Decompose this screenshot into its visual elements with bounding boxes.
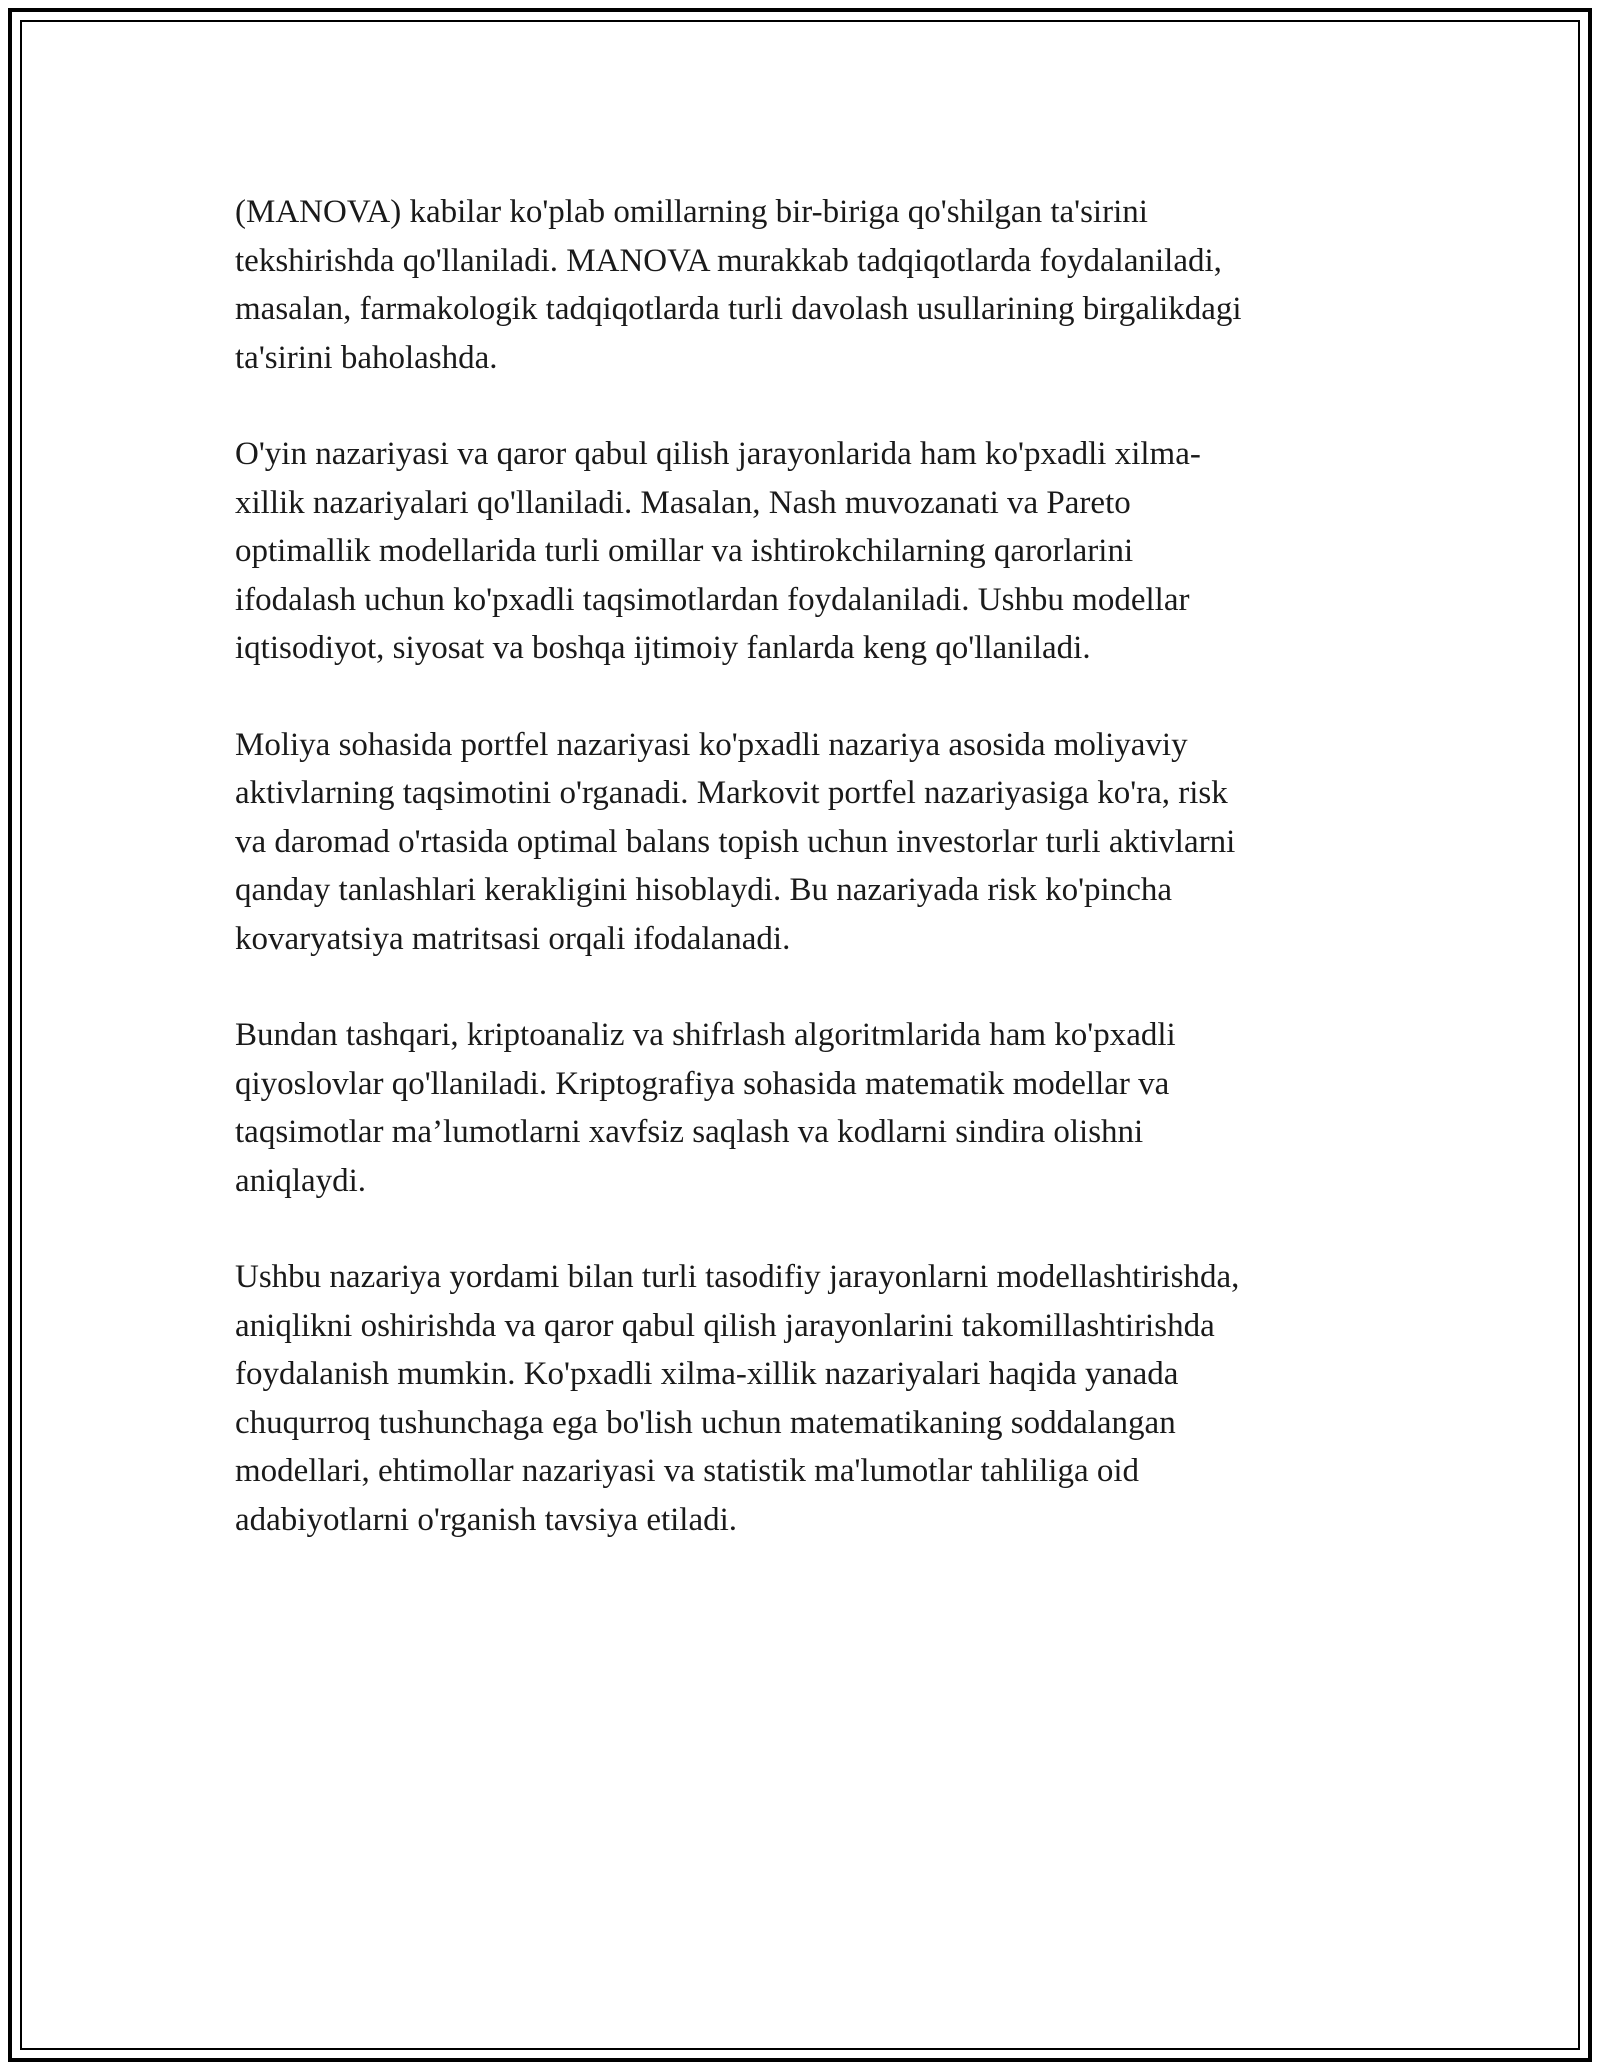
text-line: chuqurroq tushunchaga ega bo'lish uchun matematikaning soddalangan bbox=[235, 1404, 1176, 1441]
text-line: ifodalash uchun ko'pxadli taqsimotlardan foydalaniladi. Ushbu modellar bbox=[235, 581, 1190, 618]
text-line: masalan, farmakologik tadqiqotlarda turli davolash usullarining birgalikdagi bbox=[235, 291, 1242, 327]
text-line: va daromad o'rtasida optimal balans topish uchun investorlar turli aktivlarni bbox=[235, 823, 1236, 860]
text-line: optimallik modellarida turli omillar va ishtirokchilarning qarorlarini bbox=[235, 533, 1134, 569]
text-line: aktivlarning taqsimotini o'rganadi. Markovit portfel nazariyasiga ko'ra, risk bbox=[235, 775, 1228, 811]
text-line: modellari, ehtimollar nazariyasi va statistik ma'lumotlar tahliliga oid bbox=[235, 1453, 1140, 1489]
text-line: O'yin nazariyasi va qaror qabul qilish jarayonlarida ham ko'pxadli xilma- bbox=[235, 436, 1201, 472]
paragraph-5 bbox=[235, 1253, 1375, 1544]
text-line: qanday tanlashlari kerakligini hisoblaydi. Bu nazariyada risk ko'pincha bbox=[235, 872, 1173, 908]
text-line: tekshirishda qo'llaniladi. MANOVA murakkab tadqiqotlarda foydalaniladi, bbox=[235, 242, 1222, 279]
text-line: xillik nazariyalari qo'llaniladi. Masalan, Nash muvozanati va Pareto bbox=[235, 484, 1131, 521]
paragraph-3 bbox=[235, 721, 1375, 964]
text-line: taqsimotlar ma’lumotlarni xavfsiz saqlash va kodlarni sindira olishni bbox=[235, 1114, 1144, 1150]
paragraph-2 bbox=[235, 430, 1375, 673]
paragraph-4 bbox=[235, 1011, 1375, 1205]
paragraph-1 bbox=[235, 188, 1375, 382]
text-line: iqtisodiyot, siyosat va boshqa ijtimoiy fanlarda keng qo'llaniladi. bbox=[235, 630, 1091, 666]
text-line: kovaryatsiya matritsasi orqali ifodalanadi. bbox=[235, 920, 791, 957]
document-body bbox=[235, 188, 1375, 1592]
text-line: (MANOVA) kabilar ko'plab omillarning bir-biriga qo'shilgan ta'sirini bbox=[235, 194, 1148, 230]
text-line: ta'sirini baholashda. bbox=[235, 339, 498, 376]
text-line: foydalanish mumkin. Ko'pxadli xilma-xillik nazariyalari haqida yanada bbox=[235, 1356, 1179, 1392]
text-line: Bundan tashqari, kriptoanaliz va shifrlash algoritmlarida ham ko'pxadli bbox=[235, 1017, 1176, 1053]
text-line: aniqlikni oshirishda va qaror qabul qilish jarayonlarini takomillashtirishda bbox=[235, 1307, 1215, 1344]
text-line: aniqlaydi. bbox=[235, 1162, 367, 1199]
text-line: Ushbu nazariya yordami bilan turli tasodifiy jarayonlarni modellashtirishda, bbox=[235, 1259, 1240, 1295]
text-line: adabiyotlarni o'rganish tavsiya etiladi. bbox=[235, 1501, 738, 1538]
text-line: qiyoslovlar qo'llaniladi. Kriptografiya sohasida matematik modellar va bbox=[235, 1065, 1170, 1102]
text-line: Moliya sohasida portfel nazariyasi ko'pxadli nazariya asosida moliyaviy bbox=[235, 726, 1188, 763]
